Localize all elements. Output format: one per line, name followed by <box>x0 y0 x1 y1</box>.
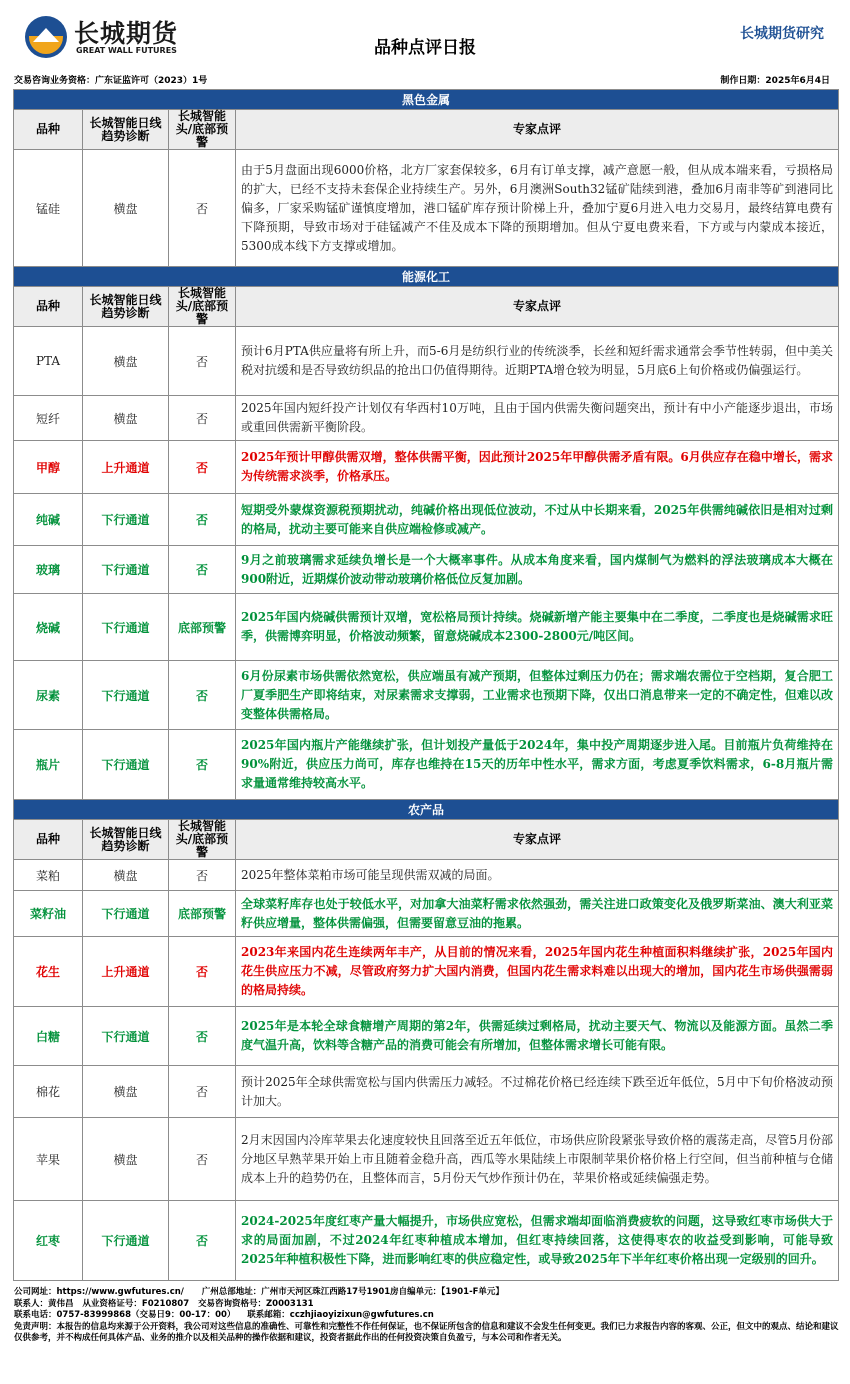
commodity-name: 苹果 <box>14 1118 83 1201</box>
column-header-warning: 长城智能头/底部预警 <box>169 110 236 150</box>
trend-diagnosis: 横盘 <box>83 860 169 891</box>
column-header-row <box>14 110 839 150</box>
table-row <box>14 661 839 730</box>
commodity-name: 锰硅 <box>14 150 83 267</box>
table-row <box>14 860 839 891</box>
commodity-name: 甲醇 <box>14 441 83 494</box>
top-bottom-warning: 否 <box>169 937 236 1007</box>
table-row <box>14 327 839 396</box>
commodity-name: 瓶片 <box>14 730 83 800</box>
address-text: 广州总部地址：广州市天河区珠江西路17号1901房自编单元：【1901-F单元】 <box>201 1287 504 1297</box>
top-bottom-warning: 否 <box>169 730 236 800</box>
report-footer <box>14 1287 840 1345</box>
table-row <box>14 891 839 937</box>
table-row <box>14 441 839 494</box>
advisory-cert-text: 交易咨询资格号：Z0003131 <box>198 1298 314 1309</box>
commodity-name: 白糖 <box>14 1007 83 1066</box>
expert-comment: 9月之前玻璃需求延续负增长是一个大概率事件。从成本角度来看，国内煤制气为燃料的浮法玻璃成本大概在900附近，近期煤价波动带动玻璃价格低位反复加剧。 <box>236 546 839 594</box>
trend-diagnosis: 下行通道 <box>83 730 169 800</box>
top-bottom-warning: 否 <box>169 546 236 594</box>
top-bottom-warning: 否 <box>169 1201 236 1281</box>
commodity-name: 菜粕 <box>14 860 83 891</box>
table-row <box>14 150 839 267</box>
expert-comment: 短期受外蒙煤资源税预期扰动，纯碱价格出现低位波动，不过从中长期来看，2025年供需纯碱依旧是相对过剩的格局，扰动主要可能来自供应端检修或减产。 <box>236 494 839 546</box>
commodity-name: 红枣 <box>14 1201 83 1281</box>
cert-text: 从业资格证号：F0210807 <box>82 1298 190 1309</box>
footer-line-1 <box>14 1287 840 1299</box>
trend-diagnosis: 横盘 <box>83 1118 169 1201</box>
license-text: 交易咨询业务资格：广东证监许可（2023）1号 <box>14 76 208 86</box>
research-label: 长城期货研究 <box>740 26 824 42</box>
top-bottom-warning: 否 <box>169 1118 236 1201</box>
table-row <box>14 730 839 800</box>
expert-comment: 2025年是本轮全球食糖增产周期的第2年，供需延续过剩格局，扰动主要天气、物流以及能源方面。虽然二季度气温升高，饮料等含糖产品的消费可能会有所增加，但整体需求增长可能有限。 <box>236 1007 839 1066</box>
brand-name-en: GREAT WALL FUTURES <box>76 46 177 55</box>
expert-comment: 2023年来国内花生连续两年丰产，从目前的情况来看，2025年国内花生种植面积料继续扩张，2025年国内花生供应压力不减，尽管政府努力扩大国内消费，但国内花生需求料难以出现大的增加，国内花生市场供强需弱的格局持续。 <box>236 937 839 1007</box>
commodity-name: 菜籽油 <box>14 891 83 937</box>
footer-line-2 <box>14 1299 840 1311</box>
top-bottom-warning: 否 <box>169 661 236 730</box>
trend-diagnosis: 下行通道 <box>83 494 169 546</box>
expert-comment: 2025年国内瓶片产能继续扩张，但计划投产量低于2024年，集中投产周期逐步进入尾。目前瓶片负荷维持在90%附近，供应压力尚可，库存也维持在15天的历年中性水平，需求方面，考虑夏季饮料需求，6-8月瓶片需求量通常维持较高水平。 <box>236 730 839 800</box>
table-row <box>14 1007 839 1066</box>
expert-comment: 预计2025年全球供需宽松与国内供需压力减轻。不过棉花价格已经连续下跌至近年低位，5月中下旬价格波动预计加大。 <box>236 1066 839 1118</box>
trend-diagnosis: 上升通道 <box>83 937 169 1007</box>
trend-diagnosis: 上升通道 <box>83 441 169 494</box>
expert-comment: 2025年国内短纤投产计划仅有华西村10万吨，且由于国内供需失衡问题突出，预计有中小产能逐步退出，市场或重回供需新平衡阶段。 <box>236 396 839 441</box>
top-bottom-warning: 否 <box>169 494 236 546</box>
trend-diagnosis: 下行通道 <box>83 594 169 661</box>
table-row <box>14 594 839 661</box>
expert-comment: 6月份尿素市场供需依然宽松，供应端虽有减产预期，但整体过剩压力仍在；需求端农需位于空档期，复合肥工厂夏季肥生产即将结束，对尿素需求支撑弱，工业需求也预期下降，仅出口消息带来一定的不确定性，但难以改变整体供需格局。 <box>236 661 839 730</box>
commodity-name: 尿素 <box>14 661 83 730</box>
website-text: 公司网址：https://www.gwfutures.cn/ <box>14 1287 184 1297</box>
expert-comment: 由于5月盘面出现6000价格，北方厂家套保较多，6月有订单支撑，减产意愿一般，但从成本端来看，亏损格局的扩大，已经不支持未套保企业持续生产。另外，6月澳洲South32锰矿陆续到港，叠加6月南非等矿到港同比偏多，厂家采购锰矿谨慎度增加，港口锰矿库存预计阶梯上升，叠加宁夏6月进入电力交易月，最终结算电费有下降预期，导致市场对于硅锰减产不佳及成本下降的预期增加。但从宁夏电费来看，下方或与内蒙成本接近，5300成本线下方支撑或增加。 <box>236 150 839 267</box>
page-title: 品种点评日报 <box>374 38 476 58</box>
trend-diagnosis: 下行通道 <box>83 546 169 594</box>
column-header-row <box>14 820 839 860</box>
column-header-name: 品种 <box>14 110 83 150</box>
table-row <box>14 494 839 546</box>
top-bottom-warning: 否 <box>169 1066 236 1118</box>
table-row <box>14 937 839 1007</box>
contact-text: 联系人：黄伟昌 <box>14 1298 74 1309</box>
top-bottom-warning: 否 <box>169 150 236 267</box>
column-header-comment: 专家点评 <box>236 110 839 150</box>
expert-comment: 2025年预计甲醇供需双增，整体供需平衡，因此预计2025年甲醇供需矛盾有限。6月供应存在稳中增长，需求为传统需求淡季，价格承压。 <box>236 441 839 494</box>
trend-diagnosis: 下行通道 <box>83 661 169 730</box>
section-title: 农产品 <box>14 800 839 820</box>
section-title: 黑色金属 <box>14 90 839 110</box>
report-header <box>0 0 850 86</box>
commodity-name: 短纤 <box>14 396 83 441</box>
commodity-name: 花生 <box>14 937 83 1007</box>
column-header-warning: 长城智能头/底部预警 <box>169 820 236 860</box>
trend-diagnosis: 横盘 <box>83 396 169 441</box>
disclaimer-text: 免责声明：本报告的信息均来源于公开资料，我公司对这些信息的准确性、可靠性和完整性不作任何保证，也不保证所包含的信息和建议不会发生任何变更。我们已力求报告内容的客观、公正，但文中的观点、结论和建议仅供参考，并不构成任何具体产品、业务的推介以及相关品种的操作依据和建议，投资者据此作出的任何投资决策自负盈亏，与本公司和作者无关。 <box>14 1321 839 1344</box>
expert-comment: 2025年整体菜粕市场可能呈现供需双减的局面。 <box>236 860 839 891</box>
top-bottom-warning: 否 <box>169 396 236 441</box>
commodity-name: PTA <box>14 327 83 396</box>
column-header-trend: 长城智能日线趋势诊断 <box>83 820 169 860</box>
commodity-name: 玻璃 <box>14 546 83 594</box>
commodity-name: 棉花 <box>14 1066 83 1118</box>
top-bottom-warning: 否 <box>169 1007 236 1066</box>
commodity-name: 烧碱 <box>14 594 83 661</box>
table-row <box>14 1066 839 1118</box>
phone-text: 联系电话：0757-83999868（交易日9：00-17：00） <box>14 1310 236 1321</box>
column-header-name: 品种 <box>14 820 83 860</box>
column-header-warning: 长城智能头/底部预警 <box>169 287 236 327</box>
top-bottom-warning: 底部预警 <box>169 891 236 937</box>
trend-diagnosis: 下行通道 <box>83 1201 169 1281</box>
section-header <box>14 90 839 110</box>
section-title: 能源化工 <box>14 267 839 287</box>
footer-line-3 <box>14 1310 840 1322</box>
top-bottom-warning: 否 <box>169 327 236 396</box>
brand-name-cn: 长城期货 <box>74 19 179 48</box>
column-header-comment: 专家点评 <box>236 287 839 327</box>
top-bottom-warning: 否 <box>169 441 236 494</box>
trend-diagnosis: 横盘 <box>83 1066 169 1118</box>
date-text: 制作日期：2025年6月4日 <box>720 76 830 86</box>
section-header <box>14 267 839 287</box>
expert-comment: 2月末因国内冷库苹果去化速度较快且回落至近五年低位，市场供应阶段紧张导致价格的震荡走高，尽管5月份部分地区早熟苹果开始上市且随着金稳升高，西瓜等水果陆续上市限制苹果价格价格上行空间，但当前种植与仓储成本上升的趋势仍在，且整体而言，5月份天气炒作预计仍在，苹果价格或延续偏强走势。 <box>236 1118 839 1201</box>
email-text: 联系邮箱：cczhjiaoyizixun@gwfutures.cn <box>247 1310 434 1321</box>
table-row <box>14 396 839 441</box>
top-bottom-warning: 否 <box>169 860 236 891</box>
trend-diagnosis: 下行通道 <box>83 1007 169 1066</box>
column-header-row <box>14 287 839 327</box>
commentary-table <box>13 89 839 1281</box>
expert-comment: 2025年国内烧碱供需预计双增，宽松格局预计持续。烧碱新增产能主要集中在二季度，二季度也是烧碱需求旺季，供需博弈明显，价格波动频繁，留意烧碱成本2300-2800元/吨区间。 <box>236 594 839 661</box>
column-header-trend: 长城智能日线趋势诊断 <box>83 110 169 150</box>
expert-comment: 全球菜籽库存也处于较低水平，对加拿大油菜籽需求依然强劲，需关注进口政策变化及俄罗斯菜油、澳大利亚菜籽供应增量，整体供需偏强，但需要留意豆油的拖累。 <box>236 891 839 937</box>
column-header-trend: 长城智能日线趋势诊断 <box>83 287 169 327</box>
column-header-comment: 专家点评 <box>236 820 839 860</box>
column-header-name: 品种 <box>14 287 83 327</box>
commodity-name: 纯碱 <box>14 494 83 546</box>
top-bottom-warning: 底部预警 <box>169 594 236 661</box>
trend-diagnosis: 横盘 <box>83 150 169 267</box>
table-row <box>14 1118 839 1201</box>
expert-comment: 预计6月PTA供应量将有所上升，而5-6月是纺织行业的传统淡季，长丝和短纤需求通常会季节性转弱，但中美关税对抗缓和是否导致纺织品的抢出口仍值得期待。近期PTA增仓较为明显，5月底6上旬价格或仍偏强运行。 <box>236 327 839 396</box>
trend-diagnosis: 下行通道 <box>83 891 169 937</box>
table-row <box>14 1201 839 1281</box>
section-header <box>14 800 839 820</box>
trend-diagnosis: 横盘 <box>83 327 169 396</box>
expert-comment: 2024-2025年度红枣产量大幅提升，市场供应宽松，但需求端却面临消费疲软的问题，这导致红枣市场供大于求的局面加剧，不过2024年红枣种植成本增加，但红枣持续回落，这使得枣农的收益受到影响，可能导致2025年种植积极性下降，进而影响红枣的供应稳定性，或导致2025年下半年红枣价格出现一定级别的回升。 <box>236 1201 839 1281</box>
table-row <box>14 546 839 594</box>
